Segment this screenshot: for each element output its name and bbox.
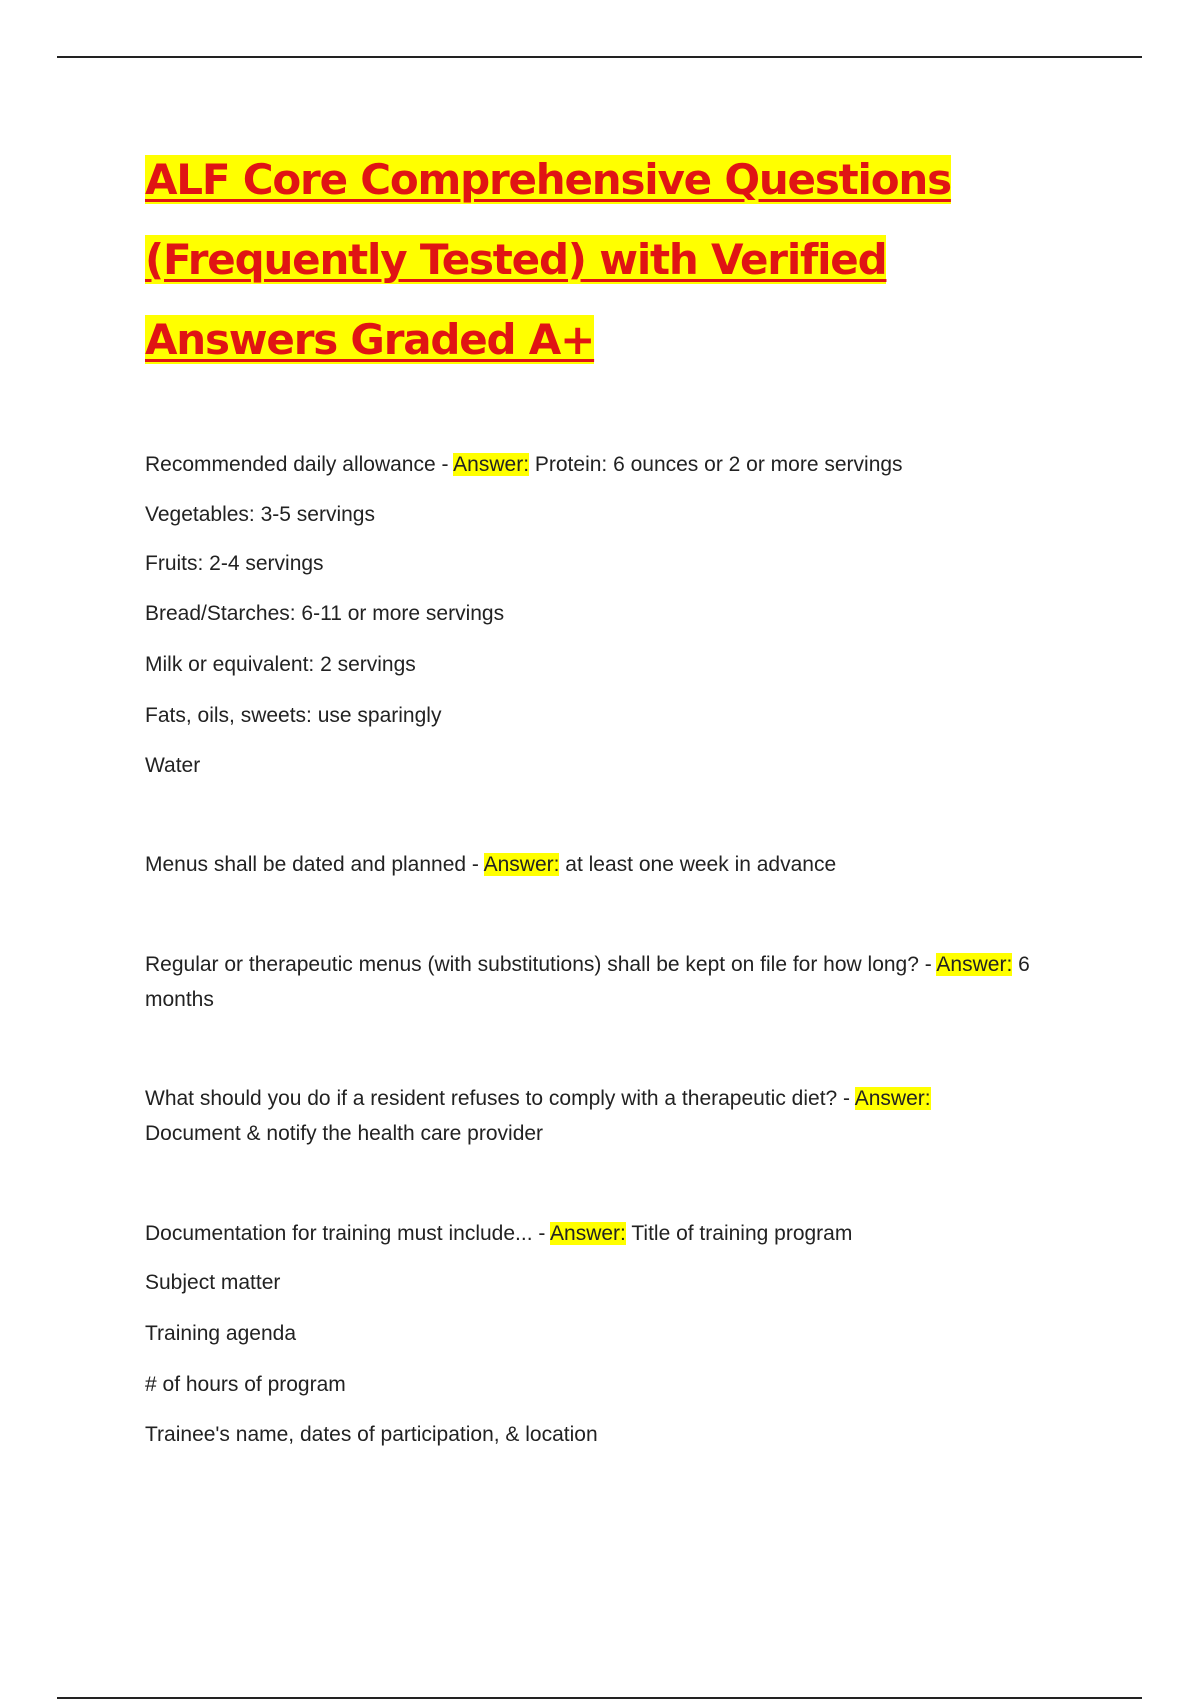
qa-item-2-question [145,848,836,882]
qa-item-1-line: Water [145,754,201,777]
qa-item-1-line: Fats, oils, sweets: use sparingly [145,704,442,727]
qa-item-5-line: Trainee's name, dates of participation, & location [145,1423,598,1446]
answer-text: at least one week in advance [565,853,837,876]
qa-item-1-line: Bread/Starches: 6-11 or more servings [145,602,505,625]
title-line-3: Answers Graded A+ [145,315,595,364]
question-text: Documentation for training must include... - [145,1222,551,1245]
title-line-1: ALF Core Comprehensive Questions [145,155,951,204]
answer-text: Protein: 6 ounces or 2 or more servings [534,453,903,476]
qa-item-4-line: Document & notify the health care provider [145,1122,544,1145]
qa-item-3-question [145,948,1030,982]
qa-item-5-line: Subject matter [145,1271,281,1294]
answer-label: Answer: [483,853,560,876]
title-line-2: (Frequently Tested) with Verified [145,235,887,284]
question-text: Regular or therapeutic menus (with substitutions) shall be kept on file for how long? - [145,953,937,976]
bottom-rule [57,1697,1142,1699]
answer-label: Answer: [550,1222,626,1245]
qa-item-5-line: # of hours of program [145,1373,346,1396]
answer-label: Answer: [936,953,1013,976]
question-text: Recommended daily allowance - [145,453,454,476]
qa-item-1-line: Milk or equivalent: 2 servings [145,653,416,676]
answer-label: Answer: [453,453,530,476]
qa-item-1-line: Vegetables: 3-5 servings [145,503,375,526]
qa-item-5-line: Training agenda [145,1322,296,1345]
qa-item-5-question [145,1217,852,1251]
qa-item-1-line: Fruits: 2-4 servings [145,552,324,575]
answer-label: Answer: [854,1087,931,1110]
page-title [145,140,1045,380]
qa-item-3-line: months [145,988,214,1011]
answer-text: Title of training program [631,1222,853,1245]
question-text: What should you do if a resident refuses to comply with a therapeutic diet? - [145,1087,855,1110]
answer-text: 6 [1018,953,1030,976]
qa-item-4-question [145,1082,931,1116]
question-text: Menus shall be dated and planned - [145,853,484,876]
qa-item-1-question [145,448,903,482]
top-rule [57,56,1142,58]
